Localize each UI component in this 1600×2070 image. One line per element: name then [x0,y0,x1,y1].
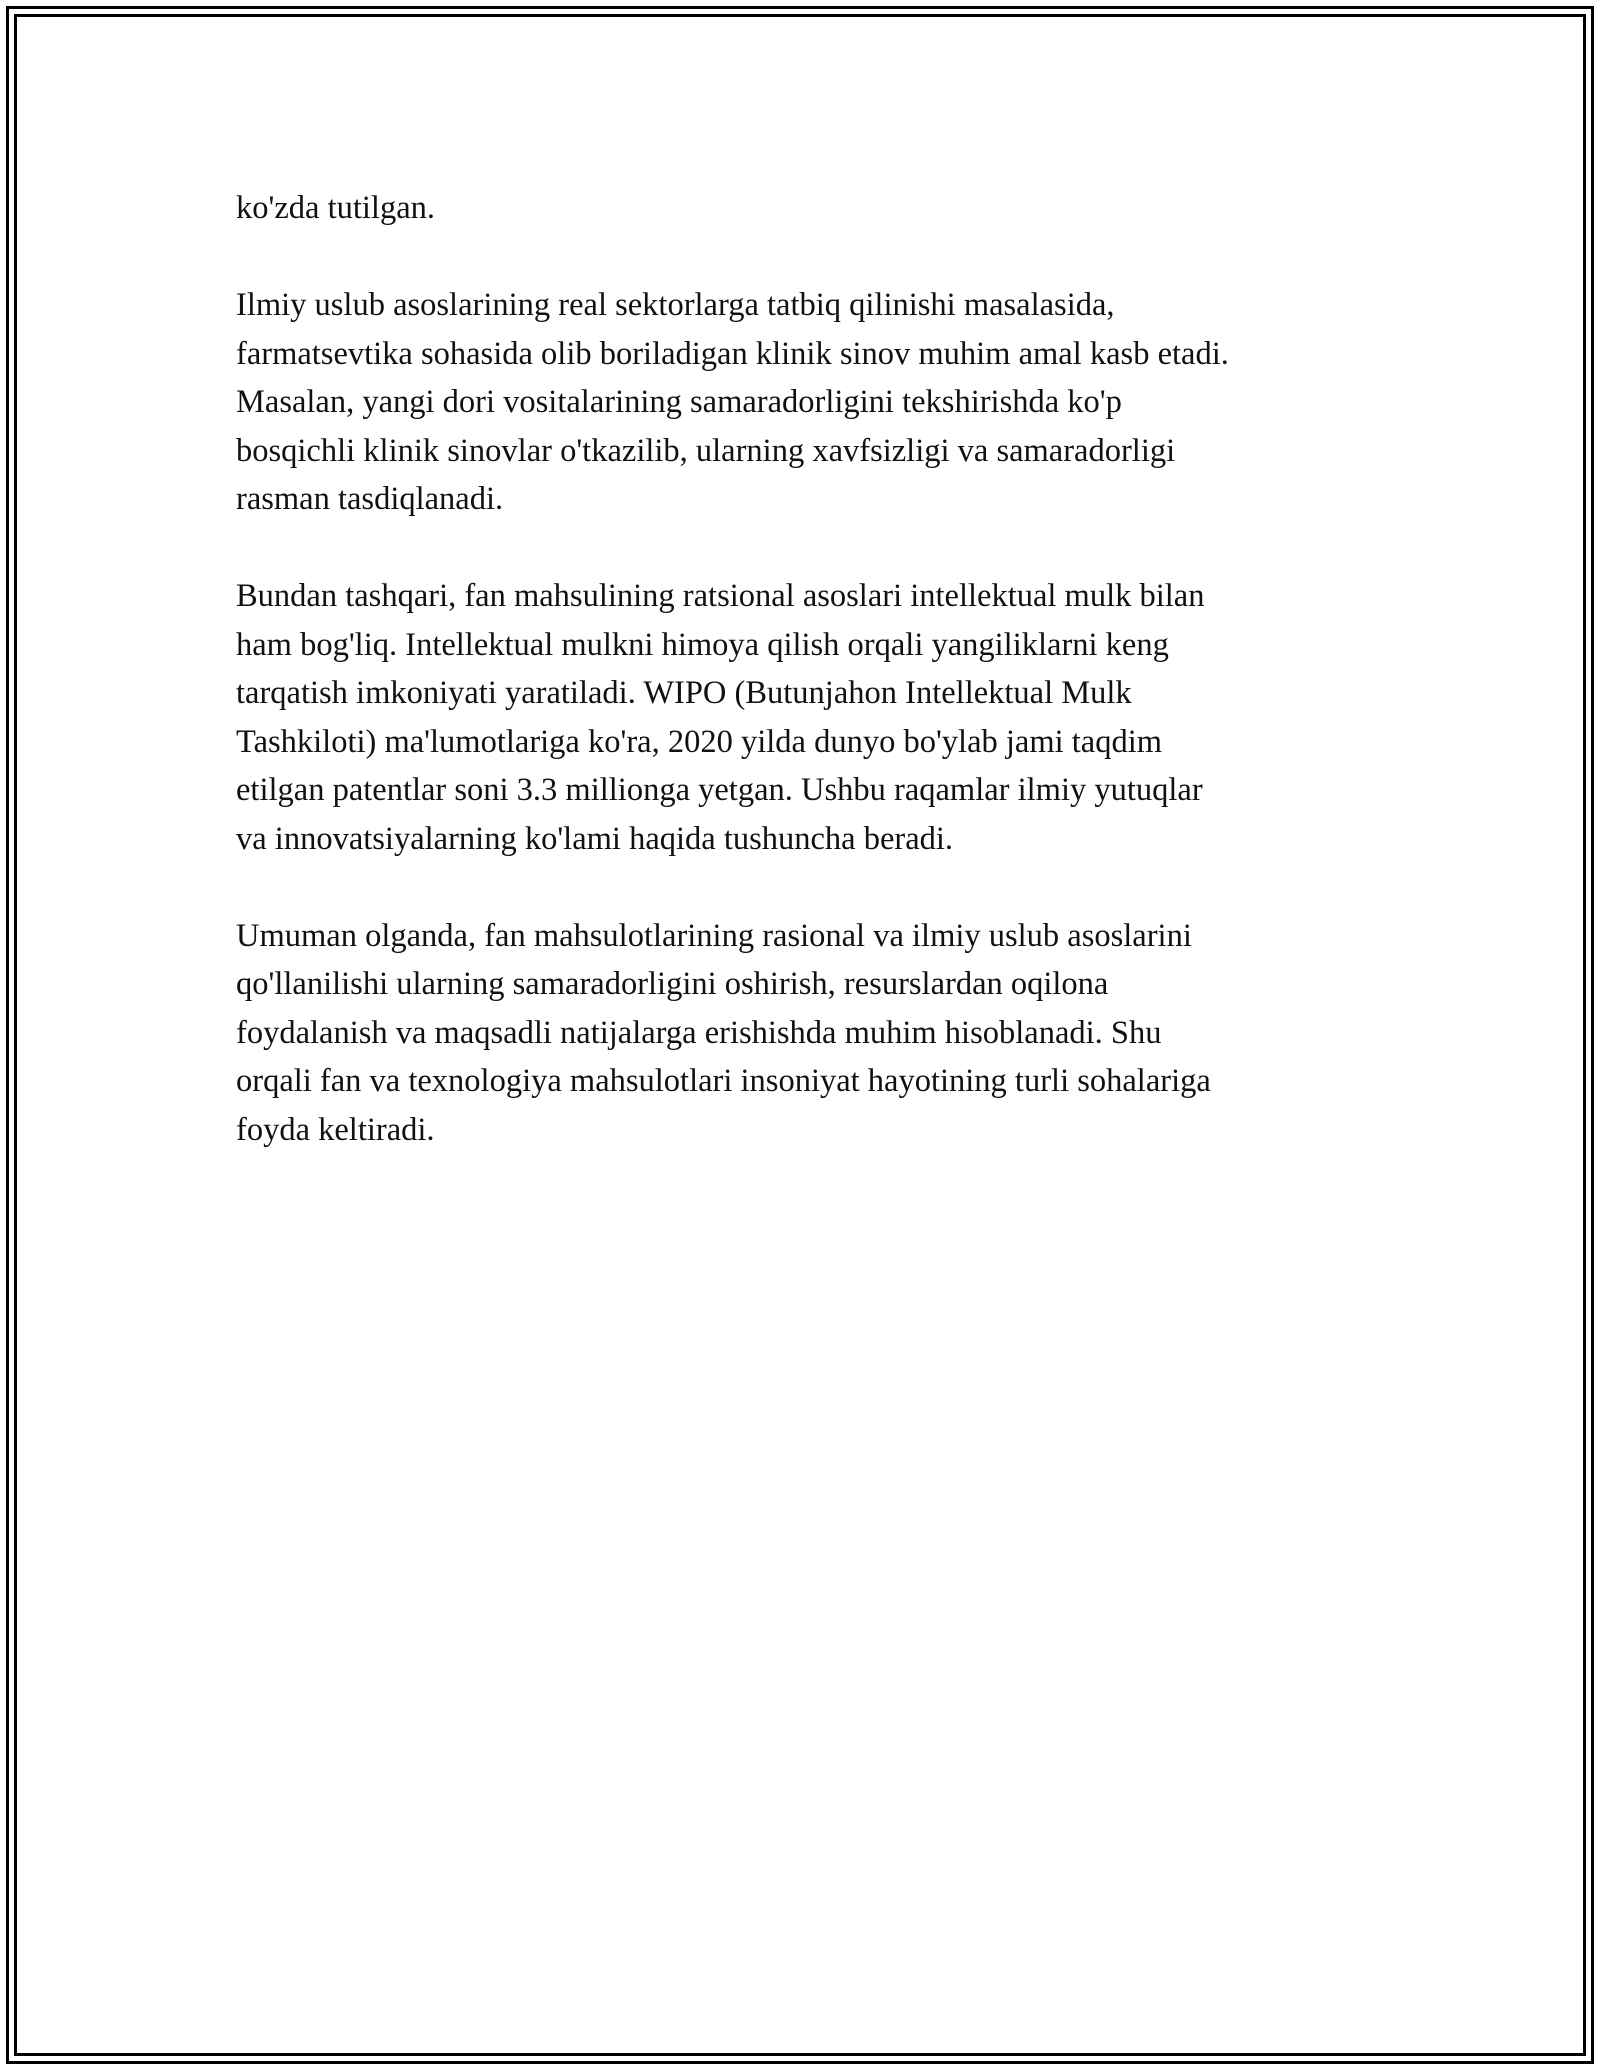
text-line: rasman tasdiqlanadi. [236,481,504,517]
text-line: Masalan, yangi dori vositalarining samaradorligini tekshirishda ko'p [236,384,1122,420]
text-line: ham bog'liq. Intellektual mulkni himoya qilish orqali yangiliklarni keng [236,626,1169,663]
paragraph-3 [236,572,1366,863]
text-line: tarqatish imkoniyati yaratiladi. WIPO (Butunjahon Intellektual Mulk [236,675,1132,711]
text-line: Umuman olganda, fan mahsulotlarining rasional va ilmiy uslub asoslarini [236,917,1192,954]
paragraph-1 [236,184,1366,233]
text-line: ko'zda tutilgan. [236,190,435,226]
text-line: bosqichli klinik sinovlar o'tkazilib, ularning xavfsizligi va samaradorligi [236,432,1176,469]
text-line: foydalanish va maqsadli natijalarga erishishda muhim hisoblanadi. Shu [236,1014,1162,1051]
text-line: Bundan tashqari, fan mahsulining ratsional asoslari intellektual mulk bilan [236,578,1205,614]
text-line: va innovatsiyalarning ko'lami haqida tushuncha beradi. [236,820,954,857]
paragraph-2 [236,281,1366,524]
text-line: orqali fan va texnologiya mahsulotlari insoniyat hayotining turli sohalariga [236,1063,1211,1099]
text-line: farmatsevtika sohasida olib boriladigan klinik sinov muhim amal kasb etadi. [236,335,1229,372]
text-line: etilgan patentlar soni 3.3 millionga yetgan. Ushbu raqamlar ilmiy yutuqlar [236,772,1203,808]
text-line: qo'llanilishi ularning samaradorligini oshirish, resurslardan oqilona [236,966,1109,1002]
text-line: foyda keltiradi. [236,1111,435,1148]
text-line: Tashkiloti) ma'lumotlariga ko'ra, 2020 yilda dunyo bo'ylab jami taqdim [236,723,1163,760]
document-body [236,184,1366,1203]
text-line: Ilmiy uslub asoslarining real sektorlarga tatbiq qilinishi masalasida, [236,287,1115,323]
paragraph-4 [236,912,1366,1155]
